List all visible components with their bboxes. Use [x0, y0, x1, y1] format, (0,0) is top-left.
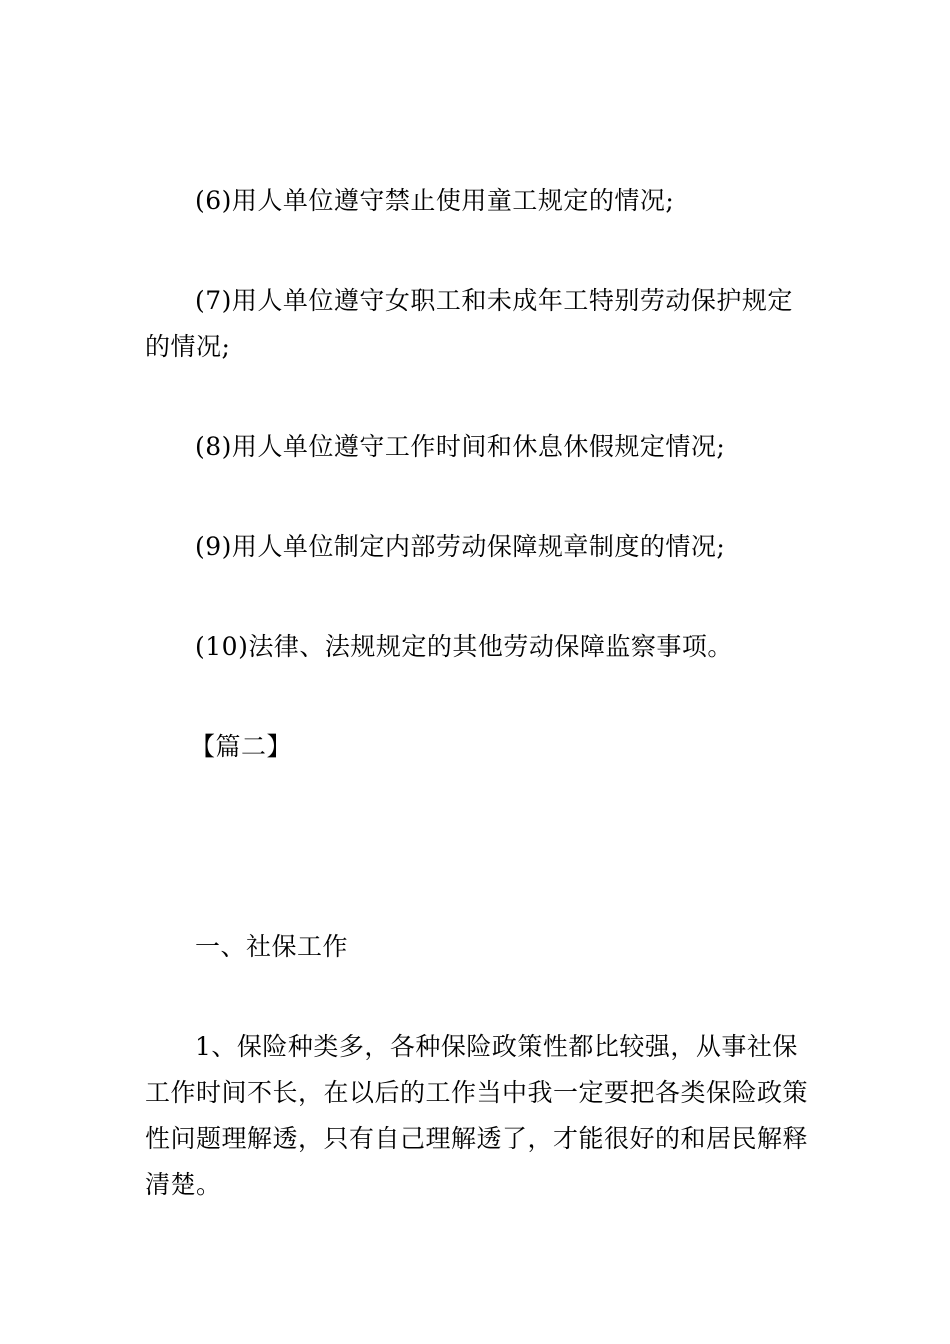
paragraph-item-10: (10)法律、法规规定的其他劳动保障监察事项。	[195, 632, 733, 661]
paragraph-item-6: (6)用人单位遵守禁止使用童工规定的情况;	[195, 186, 675, 215]
paragraph-item-9: (9)用人单位制定内部劳动保障规章制度的情况;	[195, 532, 726, 561]
section-label: 【篇二】	[190, 732, 293, 761]
paragraph-point-1: 1、保险种类多，各种保险政策性都比较强，从事社保工作时间不长，在以后的工作当中我一定要把各类保险政策性问题理解透，只有自己理解透了，才能很好的和居民解释清楚。	[145, 1032, 809, 1199]
paragraph-item-8: (8)用人单位遵守工作时间和休息休假规定情况;	[195, 432, 726, 461]
paragraph-item-7: (7)用人单位遵守女职工和未成年工特别劳动保护规定的情况;	[145, 286, 793, 361]
section-heading: 一、社保工作	[195, 932, 349, 961]
